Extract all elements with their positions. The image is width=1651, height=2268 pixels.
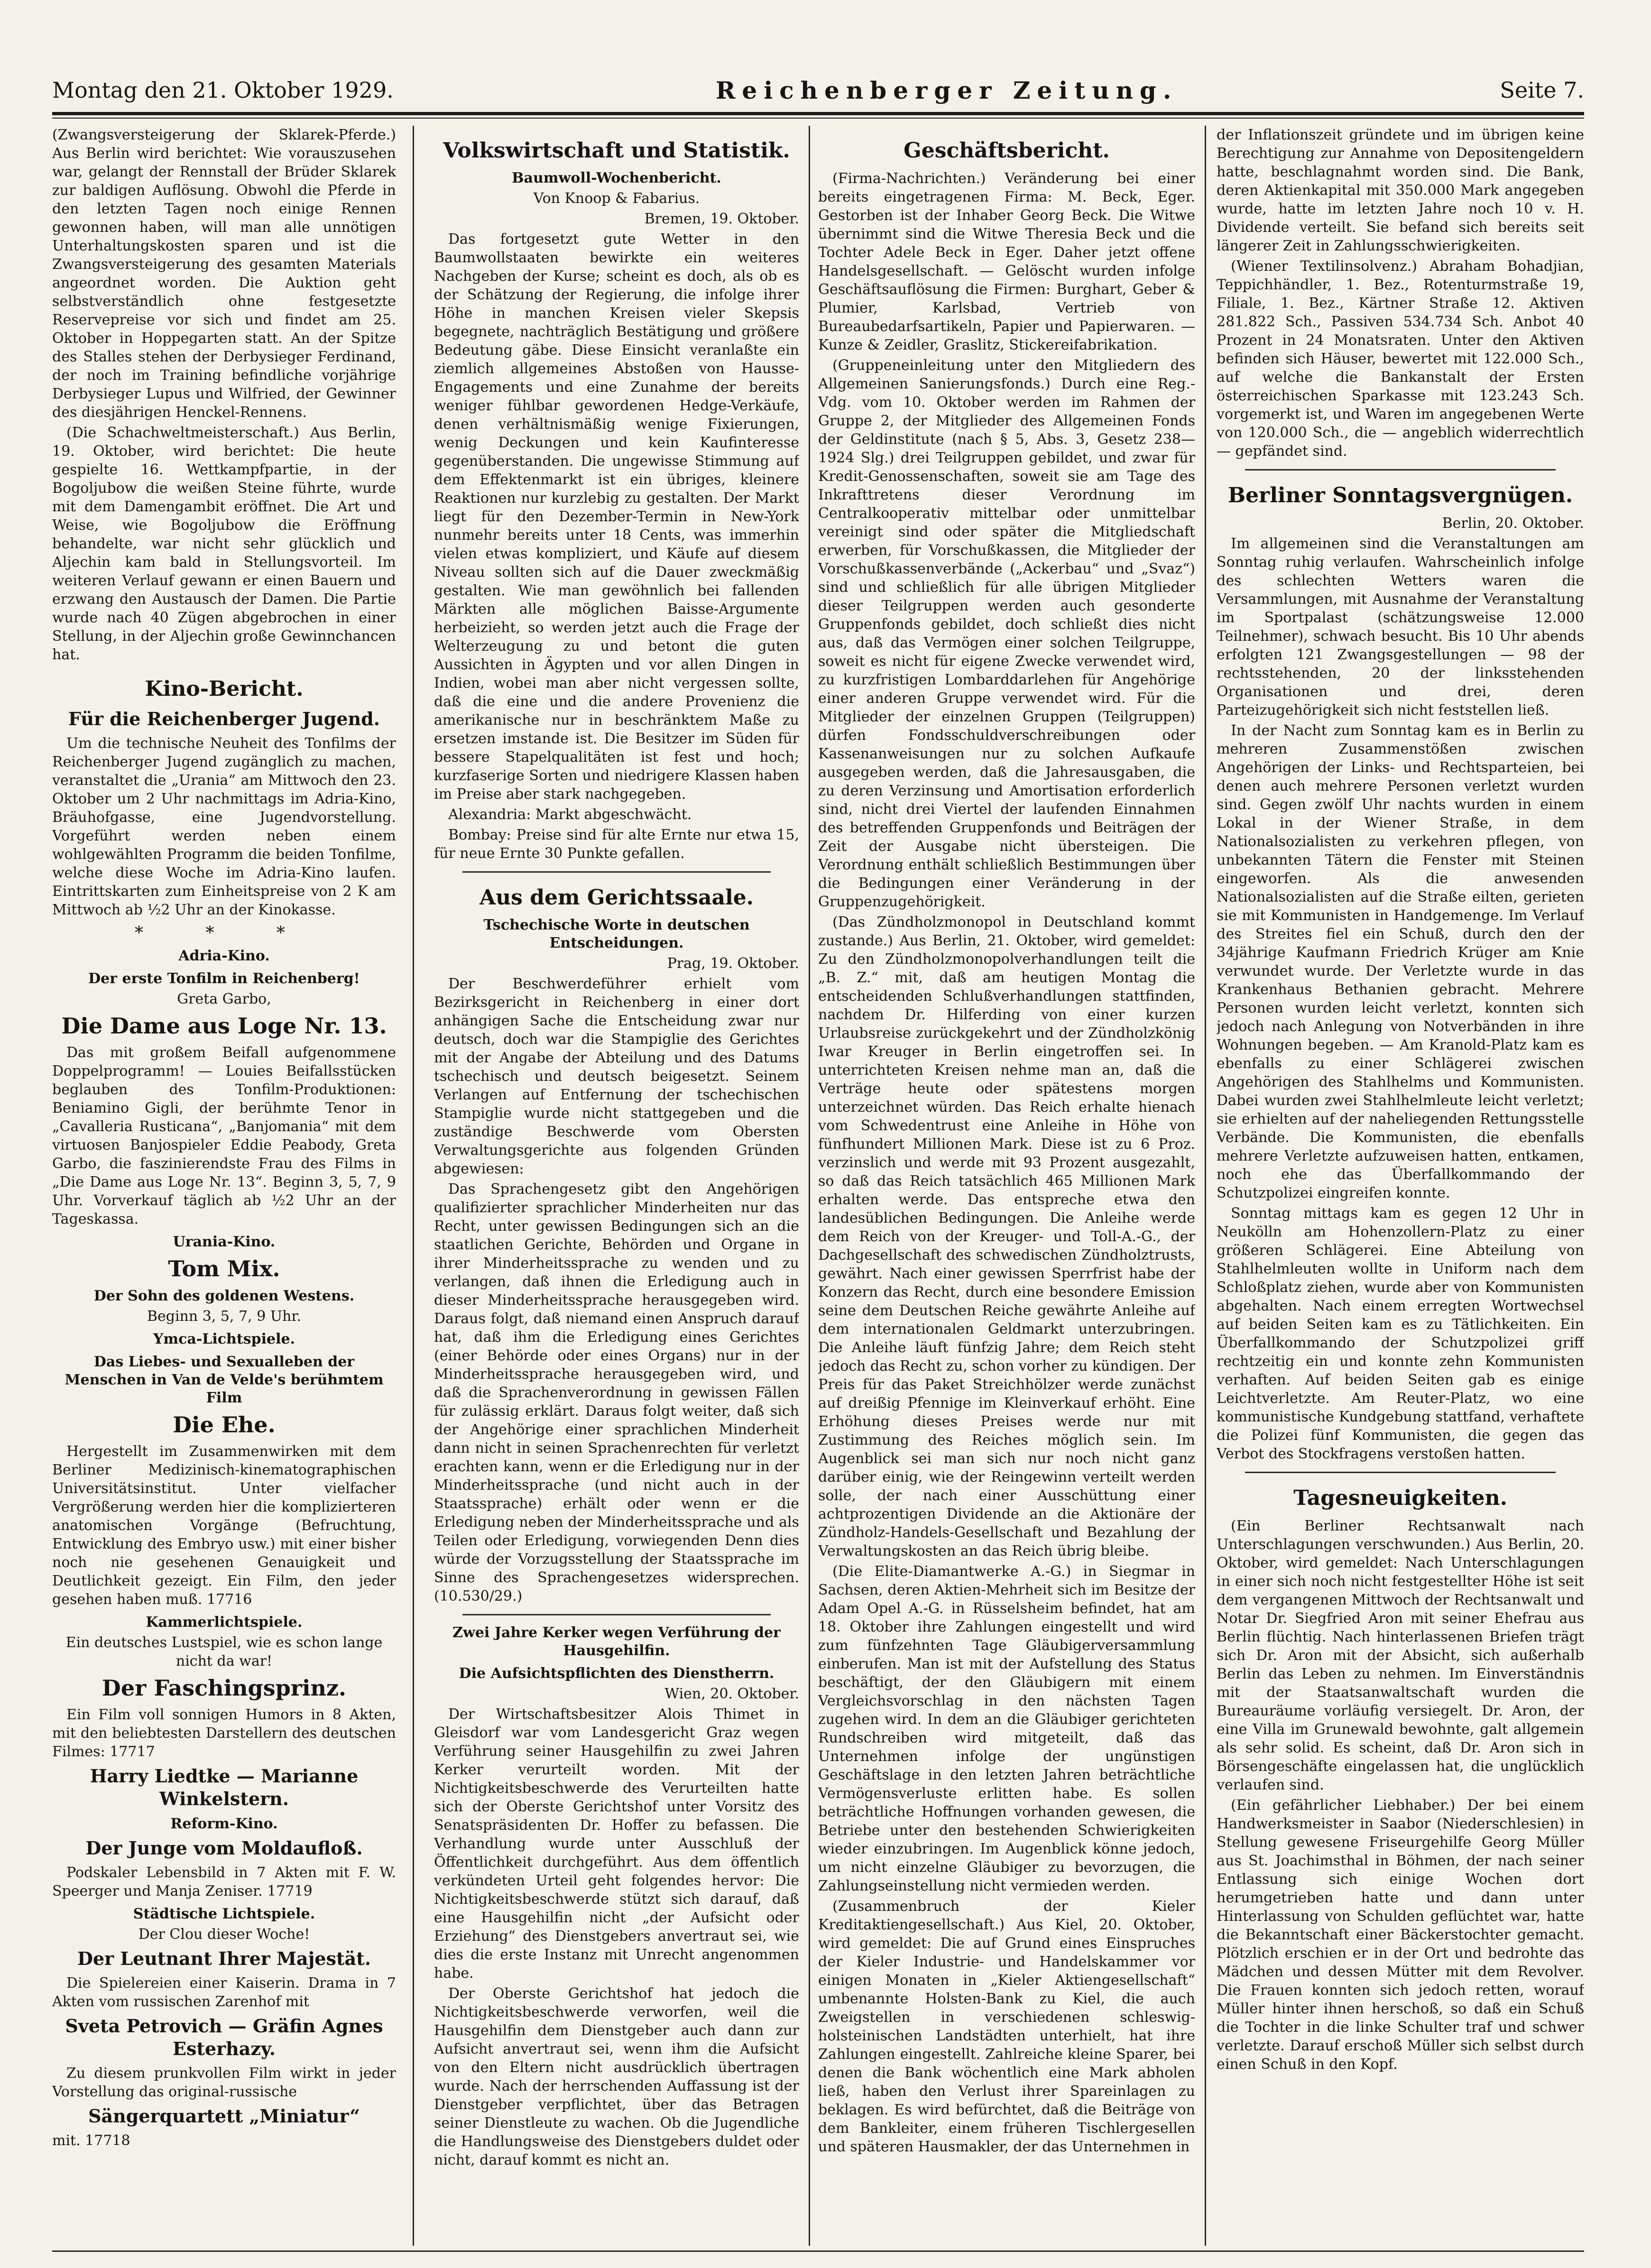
ehe-title: Die Ehe. [173, 1412, 276, 1438]
aufsicht-subheading: Die Aufsichtspflichten des Dienstherrn. [459, 1665, 775, 1682]
section-rule [462, 1614, 771, 1615]
sonntag-text-3: Sonntag mittags kam es gegen 12 Uhr in Neukölln am Hohenzollern-Platz zu einer größeren Schlägerei. Eine Abteilung von Stahlhelmleuten wollte in Uniform nach dem Schloßplatz ziehen, wurde aber von Kommunisten abgehalten. Nach einem erregten Wortwechsel auf beiden Seiten kam es zu Tätlichkeiten. Ein Überfallkommando der Schutzpolizei griff rechtzeitig ein und konnte zehn Kommunisten verhaften. Auf beiden Seiten gab es einige Leichtverletzte. Am Reuter-Platz, wo eine kommunistische Kundgebung stattfand, verhaftete die Polizei fünf Kommunisten, die gegen das Verbot des Stockfragens verstoßen hatten. [1217, 1205, 1584, 1462]
page-header [52, 76, 1584, 104]
header-date: Montag den 21. Oktober 1929. [52, 77, 394, 103]
column-divider [413, 126, 414, 2246]
section-rule [462, 871, 771, 873]
adria-subheading: Der erste Tonfilm in Reichenberg! [88, 970, 360, 987]
adria-text: Das mit großem Beifall aufgenommene Doppelprogramm! — Louies Beifallsstücken beglauben des Tonfilm-Produktionen: Beniamino Gigli, der berühmte Tenor in „Cavalleria Rusticana“, „Banjomania“ mit dem virtuosen Banjospieler Eddie Peabody, Greta Garbo, die faszinierendste Frau des Films in „Die Dame aus Loge Nr. 13“. Beginn 3, 5, 7, 9 Uhr. Vorverkauf täglich ab ½2 Uhr an der Tageskassa. [52, 1044, 396, 1227]
geschaeftsbericht-heading: Geschäftsbericht. [904, 138, 1110, 163]
tom-mix-times: Beginn 3, 5, 7, 9 Uhr. [147, 1308, 302, 1325]
staedt-text-3: mit. 17718 [52, 2132, 130, 2149]
firma-nachrichten: (Firma-Nachrichten.) Veränderung bei einer bereits eingetragenen Firma: M. Beck, Eger. Gestorben ist der Inhaber Georg Beck. Die Witwe übernimmt sind die Witwe Theresia Beck und die Tochter Adele Beck in Eger. Daher jetzt offene Handelsgesellschaft. — Gelöscht wurden infolge Geschäftsauflösung die Firmen: Burghart, Geber & Plumier, Karlsbad, Vertrieb von Bureaubedarfsartikeln, Papier und Papierwaren. — Kunze & Zeidler, Graslitz, Stickereifabrikation. [818, 170, 1195, 353]
kino-heading: Kino-Bericht. [145, 677, 304, 701]
header-rule [52, 112, 1584, 115]
footer-rule [52, 2250, 1584, 2252]
kieler-kreditbank: (Zusammenbruch der Kieler Kreditaktiengesellschaft.) Aus Kiel, 20. Oktober, wird gemeldet: Die auf Grund eines Einspruches der Kieler Industrie- und Handelskammer vor einigen Monaten in „Kieler Aktiengesellschaft“ umbenannte Holsten-Bank zu Kiel, die auch Zweigstellen in verschiedenen schleswig-holsteinischen Landstädten unterhielt, hat ihre Zahlungen eingestellt. Zahlreiche kleine Sparer, bei denen die Bank wöchentlich eine Mark abholen ließ, haben den Verlust ihrer Spareinlagen zu beklagen. Es wird befürchtet, daß die Beiträge von dem Bankleiter, einem früheren Tischlergesellen und späteren Hausmakler, der das Unternehmen in [818, 1898, 1195, 2155]
prag-dateline: Prag, 19. Oktober. [667, 955, 799, 972]
sonntag-heading: Berliner Sonntagsvergnügen. [1227, 483, 1573, 507]
reform-heading: Reform-Kino. [170, 1816, 278, 1832]
article-schach: (Die Schachweltmeisterschaft.) Aus Berlin, 19. Oktober, wird berichtet: Die heute gespielte 16. Wettkampfpartie, in der Bogoljubow die weißen Steine führte, wurde mit dem Damengambit eröffnet. Die Art und Weise, wie Bogoljubow die Eröffnung behandelte, war nicht sehr glücklich und Aljechin kam bald in Stellungsvorteil. Im weiteren Verlauf gewann er einen Bauern und erzwang den Austausch der Damen. Die Partie wurde nach 40 Zügen abgebrochen in einer Stellung, in der Aljechin große Gewinnchancen hat. [52, 424, 396, 663]
ymca-text: Hergestellt im Zusammenwirken mit dem Berliner Medizinisch-kinematographischen Universitätsinstitut. Unter vielfacher Vergrößerung werden hier die komplizierteren anatomischen Vorgänge (Befruchtung, Entwicklung des Embryo usw.) mit einer bisher noch nie gesehenen Genauigkeit und Deutlichkeit gezeigt. Ein Film, den jeder gesehen haben muß. 17716 [52, 1443, 396, 1608]
column-divider [1205, 126, 1206, 2246]
volkswirtschaft-heading: Volkswirtschaft und Statistik. [443, 138, 790, 163]
leutnant-title: Der Leutnant Ihrer Majestät. [77, 1948, 371, 1969]
tagesneuigkeiten-heading: Tagesneuigkeiten. [1293, 1486, 1507, 1510]
fasching-title: Der Faschingsprinz. [101, 1675, 347, 1701]
column-divider [809, 126, 810, 2246]
separator-stars: * * * [135, 923, 314, 943]
sonntag-text-2: In der Nacht zum Sonntag kam es in Berlin zu mehreren Zusammenstößen zwischen Angehörigen der Links- und Rechtsparteien, bei denen auch mehrere Personen verletzt wurden sind. Gegen zwölf Uhr nachts wurden in einem Lokal in der Wiener Straße, in dem Nationalsozialisten zu verkehren pflegen, von unbekannten Tätern die Fenster mit Steinen eingeworfen. Als die anwesenden Nationalsozialisten auf die Straße eilten, gerieten sie mit Kommunisten in Handgemenge. Im Verlauf des Streites fiel ein Schuß, durch den der 34jährige Kaufmann Friedrich Krüger am Knie verwundet wurde. Der Verletzte wurde in das Krankenhaus Bethanien gebracht. Mehrere Personen wurden leicht verletzt, konnten sich jedoch nach Anlegung von Notverbänden in ihre Wohnungen begeben. — Am Kranold-Platz kam es ebenfalls zu einer Schlägerei zwischen Angehörigen des Stahlhelms und Kommunisten. Dabei wurden zwei Stahlhelmleute leicht verletzt; sie erhielten auf der naheliegenden Rettungsstelle Verbände. Die Kommunisten, die ebenfalls mehrere Verletzte aufzuweisen hatten, entkamen, noch ehe das Überfallkommando der Schutzpolizei eingreifen konnte. [1217, 722, 1584, 1201]
column-2 [434, 126, 799, 2246]
tschechisch-heading: Tschechische Worte in deutschen Entscheidungen. [483, 917, 750, 951]
kammer-heading: Kammerlichtspiele. [146, 1614, 303, 1631]
dame-title: Die Dame aus Loge Nr. 13. [61, 1013, 387, 1039]
baumwoll-byline: Von Knoop & Fabarius. [533, 190, 700, 207]
column-3 [818, 126, 1195, 2246]
zuendholzmonopol: (Das Zündholzmonopol in Deutschland kommt zustande.) Aus Berlin, 21. Oktober, wird gemeldet: Zu den Zündholzmonopolverhandlungen teilt die „B. Z.“ mit, daß am heutigen Montag die entscheidenden Schlußverhandlungen stattfinden, nachdem Dr. Hilferding von einer kurzen Urlaubsreise zurückgekehrt und der Zündholzkönig Iwar Kreuger in Berlin eingetroffen sei. In unterrichteten Kreisen nehme man an, daß die Verträge heute oder spätestens morgen unterzeichnet würden. Das Reich erhalte hienach vom Schwedentrust eine Anleihe in Höhe von fünfhundert Millionen Mark. Diese ist zu 6 Proz. verzinslich und werde mit 93 Prozent ausgezahlt, so daß das Reich tatsächlich 465 Millionen Mark erhalten werde. Das entspreche etwa den landesüblichen Bedingungen. Die Anleihe werde dem Reich von der Kreuger- und Toll-A.-G., der Dachgesellschaft des schwedischen Zündholztrusts, gewährt. Nach einer gewissen Sperrfrist habe der Konzern das Recht, durch eine besondere Emission seine dem Deutschen Reiche gewährte Anleihe auf dem internationalen Geldmarkt unterzubringen. Die Anleihe läuft fünfzig Jahre; dem Reich steht jedoch das Recht zu, schon vorher zu kündigen. Der Preis für das Paket Streichhölzer werde zunächst auf dreißig Pfennige im Kleinverkauf erhöht. Eine Erhöhung dieses Preises werde nur mit Zustimmung des Reiches möglich sein. Im Augenblick sei man sich nur noch nicht ganz darüber einig, wie der Reingewinn verteilt werden solle, der nach einer Ausschüttung einer achtprozentigen Dividende an die Aktionäre der Zündholz-Handels-Gesellschaft und Bezahlung der Verwaltungskosten an das Reich übrig bleibe. [818, 914, 1195, 1559]
ymca-subheading: Das Liebes- und Sexualleben der Menschen in Van de Velde's berühmtem Film [65, 1354, 384, 1406]
header-rule-thin [52, 118, 1584, 119]
staedt-text-2: Zu diesem prunkvollen Film wirkt in jeder Vorstellung das original-russische [52, 2065, 396, 2100]
kieler-kreditbank-cont: der Inflationszeit gründete und im übrigen keine Berechtigung zur Annahme von Depositengeldern hatte, beschlagnahmt worden sind. Die Bank, deren Aktienkapital mit 350.000 Mark angegeben wurde, hatte im letzten Jahre noch 10 v. H. Dividende verteilt. Sie befand sich bereits seit längerer Zeit in Zahlungsschwierigkeiten. [1217, 127, 1584, 254]
jugend-heading: Für die Reichenberger Jugend. [68, 708, 380, 729]
wien-dateline: Wien, 20. Oktober. [664, 1686, 799, 1702]
kerker-heading: Zwei Jahre Kerker wegen Verführung der Hausgehilfin. [452, 1624, 781, 1659]
urania-heading: Urania-Kino. [173, 1234, 276, 1250]
section-rule [1245, 469, 1556, 470]
staedt-subheading: Der Clou dieser Woche! [138, 1926, 310, 1943]
gericht-heading: Aus dem Gerichtssaale. [479, 885, 754, 910]
baumwoll-text: Das fortgesetzt gute Wetter in den Baumwollstaaten bewirkte ein weiteres Nachgeben der Kurse; scheint es doch, als ob es der Schätzung der Regierung, die infolge ihrer Höhe in manchen Kreisen vieler Skepsis begegnete, nachträglich Bestätigung und größere Bedeutung gäbe. Diese Einsicht veranlaßte ein ziemlich allgemeines Abstoßen von Hausse-Engagements und eine Zunahme der bereits weniger fühlbar gewordenen Hedge-Verkäufe, denen verhältnismäßig wenige Fixierungen, wenig Deckungen und kein Kaufinteresse gegenüberstanden. Die ungewisse Stimmung auf dem Effektenmarkt ist ein übriges, kleinere Reaktionen nur kurzlebig zu gestalten. Der Markt liegt für den Dezember-Termin in New-York nunmehr bereits unter 18 Cents, was immerhin vielen etwas kompliziert, und Käufe auf diesem Niveau sollten sich auf die Dauer zweckmäßig gestalten. Wie man gewöhnlich bei fallenden Märkten alle möglichen Baisse-Argumente herbeizieht, so werden jetzt auch die Frage der Welterzeugung zu und betont die guten Aussichten in Ägypten und vor allen Dingen in Indien, wobei man aber nicht vergessen sollte, daß die eine und die andere Provenienz die amerikanische nur in beschränktem Maße zu ersetzen imstande ist. Die Besitzer im Süden für bessere Stapelqualitäten ist fest und hoch; kurzfaserige Sorten und niedrigere Klassen haben im Preise aber stark nachgegeben. [434, 231, 799, 802]
ymca-heading: Ymca-Lichtspiele. [153, 1331, 295, 1347]
tom-mix-subtitle: Der Sohn des goldenen Westens. [93, 1288, 355, 1304]
sonntag-text-1: Im allgemeinen sind die Veranstaltungen am Sonntag ruhig verlaufen. Wahrscheinlich infolge des schlechten Wetters waren die Versammlungen, mit Ausnahme der Veranstaltung im Sportpalast (schätzungsweise 12.000 Teilnehmer), schwach besucht. Bis 10 Uhr abends erfolgten 121 Zwangsgestellungen — 98 der rechtsstehenden, 20 der linksstehenden Organisationen und drei, deren Parteizugehörigkeit sich nicht feststellen ließ. [1217, 535, 1584, 719]
berlin-dateline: Berlin, 20. Oktober. [1442, 515, 1584, 532]
liebhaber-text: (Ein gefährlicher Liebhaber.) Der bei einem Handwerksmeister in Saabor (Niederschlesien) in Stellung gewesene Friseurgehilfe Georg Müller aus St. Joachimsthal in Böhmen, der nach seiner Entlassung sich einige Wochen dort herumgetrieben hatte und dann unter Hinterlassung von Schulden geflüchtet war, hatte die Bekanntschaft einer Bäckerstochter gemacht. Plötzlich erschien er in der Ort und bedrohte das Mädchen und dessen Mütter mit dem Revolver. Die Frauen konnten sich jedoch retten, worauf Müller hinter ihnen herschoß, so daß ein Schuß die Tochter in die linke Schulter traf und schwer verletzte. Darauf erschoß Müller sich selbst durch einen Schuß in den Kopf. [1217, 1797, 1584, 2073]
article-sklarek: (Zwangsversteigerung der Sklarek-Pferde.) Aus Berlin wird berichtet: Wie vorauszusehen war, gelangt der Rennstall der Brüder Sklarek zur baldigen Auflösung. Obwohl die Pferde in den letzten Tagen noch einige Rennen gewonnen haben, will man alle unnötigen Unterhaltungskosten sparen und ist die Zwangsversteigerung des gesamten Materials angeordnet worden. Die Auktion geht selbstverständlich ohne festgesetzte Reservepreise vor sich und findet am 25. Oktober in Hoppegarten statt. An der Spitze des Stalles stehen der Derbysieger Ferdinand, der noch im Training befindliche vorjährige Derbysieger Lupus und Wilfried, der Gewinner des diesjährigen Henckel-Rennens. [52, 127, 396, 421]
staedt-heading: Städtische Lichtspiele. [133, 1906, 315, 1922]
page-number: Seite 7. [1500, 77, 1584, 103]
reform-text: Podskaler Lebensbild in 7 Akten mit F. W. Speerger und Manja Zeniser. 17719 [52, 1864, 396, 1899]
kammer-text: Ein Film voll sonnigen Humors in 8 Akten, mit den beliebtesten Darstellern des deutschen Filmes: 17717 [52, 1706, 396, 1760]
kerker-text-1: Der Wirtschaftsbesitzer Alois Thimet in Gleisdorf war vom Landesgericht Graz wegen Verführung seiner Hausgehilfin zu zwei Jahren Kerker verurteilt worden. Mit der Nichtigkeitsbeschwerde des Verurteilten hatte sich der Oberste Gerichtshof unter Vorsitz des Senatspräsidenten Dr. Hoffer zu befassen. Die Verhandlung wurde unter Ausschluß der Öffentlichkeit durchgeführt. Aus dem öffentlich verkündeten Urteil geht folgendes hervor: Die Nichtigkeitsbeschwerde stützt sich darauf, daß eine Hausgehilfin nicht „der Aufsicht oder Erziehung“ des Dienstgebers anvertraut sei, wie dies die erste Instanz mit Unrecht angenommen habe. [434, 1706, 799, 1982]
petrovich-title: Sveta Petrovich — Gräfin Agnes Esterhazy. [65, 2015, 383, 2059]
kammer-subheading: Ein deutsches Lustspiel, wie es schon lange nicht da war! [65, 1634, 383, 1669]
adria-heading: Adria-Kino. [178, 948, 270, 964]
rechtsanwalt-text: (Ein Berliner Rechtsanwalt nach Unterschlagungen verschwunden.) Aus Berlin, 20. Oktober, wird gemeldet: Nach Unterschlagungen in einer sich noch nicht festgestellter Höhe ist seit dem vergangenen Mittwoch der Rechtsanwalt und Notar Dr. Siegfried Aron mit seiner Ehefrau aus Berlin flüchtig. Nach hinterlassenen Briefen trägt sich Dr. Aron mit der Absicht, sich außerhalb Berlin das Leben zu nehmen. Im Einverständnis mit der Staatsanwaltschaft wurden die Bureauräume vorläufig versiegelt. Dr. Aron, der eine Villa im Grunewald bewohnte, galt allgemein als sehr solid. Es scheint, daß Dr. Aron sich in Börsengeschäfte eingelassen hat, die unglücklich verlaufen sind. [1217, 1518, 1584, 1793]
column-4 [1217, 126, 1584, 2246]
section-rule [1245, 1472, 1556, 1473]
alexandria-text: Alexandria: Markt abgeschwächt. [448, 806, 692, 823]
kerker-text-2: Der Oberste Gerichtshof hat jedoch die Nichtigkeitsbeschwerde verworfen, weil die Hausgehilfin dem Dienstgeber auch dann zur Aufsicht anvertraut sei, wenn ihm die Aufsicht von den Eltern nicht ausdrücklich übertragen wurde. Nach der herrschenden Auffassung ist der Dienstgeber verpflichtet, über das Betragen seiner Dienstleute zu wachen. Ob die Jugendliche die Handlungsweise des Dienstgebers duldet oder nicht, darauf kommt es nicht an. [434, 1985, 799, 2168]
tschechisch-text-2: Das Sprachengesetz gibt den Angehörigen qualifizierter sprachlicher Minderheiten nur das Recht, unter gewissen Bedingungen sich an die staatlichen Gerichte, Behörden und Organe in ihrer Minderheitssprache zu wenden und zu verlangen, daß ihnen die Erledigung auch in dieser Minderheitssprache herausgegeben wird. Daraus folgt, daß niemand einen Anspruch darauf hat, daß ihm die Erledigung eines Gerichtes (einer Behörde oder eines Organs) nur in der Minderheitssprache herausgegeben wird, und daß die Sprachenverordnung in gewissen Fällen für zulässig erklärt. Daraus folgt weiter, daß sich der Angehörige einer sprachlichen Minderheit dann nicht in seinen Sprachenrechten für verletzt erachten kann, wenn er die Erledigung nur in der Minderheitssprache (und nicht auch in der Staatssprache) erhält oder wenn er die Erledigung neben der Minderheitssprache und als Teilen oder Erledigung, vorwiegenden Denn dies würde der Vorzugsstellung der Staatssprache im Sinne des Sprachengesetzes widersprechen. (10.530/29.) [434, 1181, 799, 1604]
article-jugend: Um die technische Neuheit des Tonfilms der Reichenberger Jugend zugänglich zu machen, veranstaltet die „Urania“ am Mittwoch den 23. Oktober um 2 Uhr nachmittags im Adria-Kino, Bräuhofgasse, eine Jugendvorstellung. Vorgeführt werden neben einem wohlgewählten Programm die beiden Tonfilme, welche diese Woche im Adria-Kino laufen. Eintrittskarten zum Einheitspreise von 2 K am Mittwoch ab ½2 Uhr an der Kinokasse. [52, 735, 396, 918]
baumwoll-heading: Baumwoll-Wochenbericht. [512, 170, 721, 186]
tschechisch-text-1: Der Beschwerdeführer erhielt vom Bezirksgericht in Reichenberg in einer dort anhängigen Sache die Entscheidung zwar nur deutsch, doch war die Stampiglie des Gerichtes mit der Angabe der Abteilung und des Datums tschechisch und deutsch beigesetzt. Seinem Verlangen auf Entfernung der tschechischen Stampiglie wurde nicht stattgegeben und die zuständige Beschwerde vom Obersten Verwaltungsgerichte aus folgenden Gründen abgewiesen: [434, 976, 799, 1177]
newspaper-title: Reichenberger Zeitung. [715, 76, 1178, 104]
column-1 [52, 126, 396, 2246]
liedtke-title: Harry Liedtke — Marianne Winkelstern. [90, 1765, 359, 1809]
sanierungsfonds: (Gruppeneinleitung unter den Mitgliedern des Allgemeinen Sanierungsfonds.) Durch eine Reg.-Vdg. vom 10. Oktober werden im Rahmen der Gruppe 2, der Mitglieder des Allgemeinen Fonds der Geldinstitute (nach § 5, Abs. 3, Gesetz 238—1924 Slg.) drei Teilgruppen gebildet, und zwar für Kredit-Genossenschaften, soweit sie am Tage des Inkrafttretens dieser Verordnung im Centralkooperativ mittelbar oder unmittelbar vereinigt sind oder später die Mitgliedschaft erwerben, für Vorschußkassen, die Mitglieder der Vorschußkassenverbände („Ackerbau“ und „Svaz“) sind und schließlich für alle übrigen Mitglieder dieser Teilgruppen werden auch gesonderte Gruppenfonds gebildet, doch schließt dies nicht aus, daß das Vermögen einer solchen Teilgruppe, soweit es nicht für eigene Zwecke verwendet wird, zu kurzfristigen Lombarddarlehen für Angehörige einer anderen Gruppe verwendet wird. Für die Mitglieder der einzelnen Gruppen (Teilgruppen) dürfen Fondsschuldverschreibungen oder Kassenanweisungen nur zu solchen Aufkaufe ausgegeben werden, daß die Jahresausgaben, die zu deren Verzinsung und Amortisation erforderlich sind, nicht drei Viertel der laufenden Einnahmen des betreffenden Gruppenfonds und Beiträgen der Zeit der Ausgabe nicht übersteigen. Die Verordnung enthält schließlich Bestimmungen über die Bedingungen einer Veränderung in der Gruppenzugehörigkeit. [818, 357, 1195, 910]
bombay-text: Bombay: Preise sind für alte Ernte nur etwa 15, für neue Ernte 30 Punkte gefallen. [434, 827, 799, 862]
textilinsolvenz: (Wiener Textilinsolvenz.) Abraham Bohadjian, Teppichhändler, 1. Bez., Rotenturmstraße 19, Filiale, 1. Bez., Kärtner Straße 12. Aktiven 281.822 Sch., Passiven 534.734 Sch. Anbot 40 Prozent in 24 Monatsraten. Unter den Aktiven befinden sich Häuser, bewertet mit 122.000 Sch., auf welche die Bankanstalt der Ersten österreichischen Sparkasse mit 123.243 Sch. vorgemerkt ist, und Waren im angegebenen Werte von 120.000 Sch., die — angeblich widerrechtlich — gepfändet sind. [1217, 258, 1584, 460]
tom-mix-title: Tom Mix. [168, 1256, 280, 1282]
elite-diamantwerke: (Die Elite-Diamantwerke A.-G.) in Siegmar in Sachsen, deren Aktien-Mehrheit sich im Besitze der Adam Opel A.-G. in Rüsselsheim befindet, hat am 18. Oktober ihre Zahlungen eingestellt und wird zum fünfzehnten Tage Gläubigerversammlung einberufen. Man ist mit der Aufstellung des Status beschäftigt, der den Gläubigern mit einem Vergleichsvorschlag in den nächsten Tagen zugehen wird. In dem an die Gläubiger gerichteten Rundschreiben wird mitgeteilt, daß das Unternehmen infolge der ungünstigen Geschäftslage in den letzten Jahren beträchtliche Vermögensverluste erlitten habe. Es sollen beträchtliche Hoffnungen vorhanden gewesen, die Betriebe unter den bestehenden Schwierigkeiten wieder einzubringen. Im Augenblick könne jedoch, um nicht einzelne Gläubiger zu bevorzugen, die Zahlungseinstellung nicht vermieden werden. [818, 1563, 1195, 1894]
adria-star: Greta Garbo, [177, 991, 271, 1007]
moldau-title: Der Junge vom Moldaufloß. [85, 1837, 363, 1859]
bremen-dateline: Bremen, 19. Oktober. [644, 211, 799, 227]
saenger-title: Sängerquartett „Miniatur“ [88, 2105, 360, 2127]
staedt-text: Die Spielereien einer Kaiserin. Drama in 7 Akten vom russischen Zarenhof mit [52, 1975, 396, 2010]
